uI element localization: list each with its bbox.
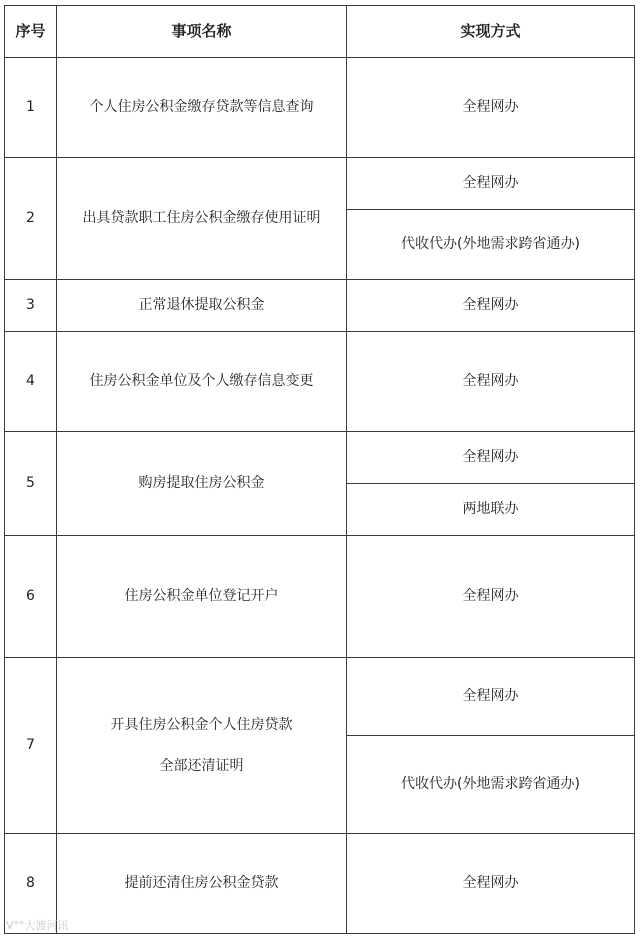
row-method: 两地联办 — [347, 484, 635, 536]
row-method: 全程网办 — [347, 658, 635, 736]
row-method: 全程网办 — [347, 834, 635, 934]
table-header-row — [5, 6, 635, 58]
row-method: 代收代办(外地需求跨省通办) — [347, 736, 635, 834]
row-no: 6 — [5, 536, 57, 658]
header-method: 实现方式 — [347, 6, 635, 58]
table-row — [5, 58, 635, 158]
row-method: 全程网办 — [347, 332, 635, 432]
table-row — [5, 332, 635, 432]
row-no: 3 — [5, 280, 57, 332]
row-name: 出具贷款职工住房公积金缴存使用证明 — [57, 158, 347, 280]
header-name: 事项名称 — [57, 6, 347, 58]
row-no: 8 — [5, 834, 57, 934]
service-table — [4, 5, 635, 934]
table-row — [5, 536, 635, 658]
row-no: 2 — [5, 158, 57, 280]
row-name-line: 开具住房公积金个人住房贷款 — [110, 716, 293, 733]
row-no: 7 — [5, 658, 57, 834]
row-no: 4 — [5, 332, 57, 432]
row-no: 5 — [5, 432, 57, 536]
row-name: 正常退休提取公积金 — [57, 280, 347, 332]
row-name: 个人住房公积金缴存贷款等信息查询 — [57, 58, 347, 158]
table-row — [5, 658, 635, 736]
table-row — [5, 432, 635, 484]
row-method: 全程网办 — [347, 432, 635, 484]
watermark-text: V°°大渡河讯 — [6, 919, 69, 932]
row-name: 购房提取住房公积金 — [57, 432, 347, 536]
row-name — [57, 658, 347, 834]
row-method: 代收代办(外地需求跨省通办) — [347, 210, 635, 280]
table-row — [5, 280, 635, 332]
row-method: 全程网办 — [347, 158, 635, 210]
row-name-line: 全部还清证明 — [159, 757, 244, 774]
table-row — [5, 158, 635, 210]
row-name: 住房公积金单位及个人缴存信息变更 — [57, 332, 347, 432]
table-row — [5, 834, 635, 934]
row-method: 全程网办 — [347, 536, 635, 658]
row-no: 1 — [5, 58, 57, 158]
row-method: 全程网办 — [347, 58, 635, 158]
row-method: 全程网办 — [347, 280, 635, 332]
row-name: 提前还清住房公积金贷款 — [57, 834, 347, 934]
row-name: 住房公积金单位登记开户 — [57, 536, 347, 658]
header-no: 序号 — [5, 6, 57, 58]
